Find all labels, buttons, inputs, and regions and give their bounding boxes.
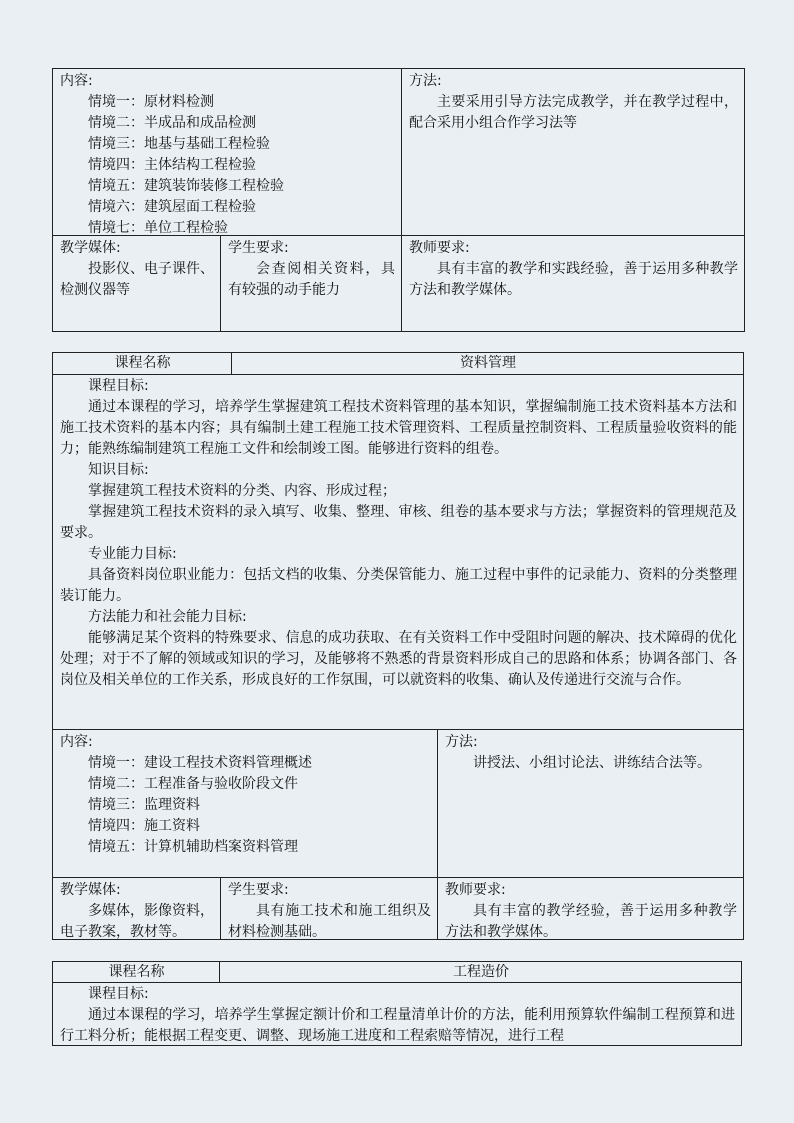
media-text: 投影仪、电子课件、检测仪器等 (60, 261, 214, 298)
teacher-text: 具有丰富的教学和实践经验，善于运用多种教学方法和教学媒体。 (409, 261, 738, 298)
teacher-text: 具有丰富的教学经验，善于运用多种教学方法和教学媒体。 (445, 903, 737, 939)
course-name-label-cell (53, 962, 220, 983)
course-name: 工程造价 (453, 964, 509, 980)
method-label: 方法: (409, 73, 442, 89)
content-cell (53, 730, 438, 878)
method-cell (438, 730, 743, 878)
course-name-cell (220, 962, 741, 983)
goal-text: 通过本课程的学习，培养学生掌握建筑工程技术资料管理的基本知识，掌握编制施工技术资料基本方法和施工技术资料的基本内容；具有编制土建工程施工技术管理资料、工程质量控制资料、工程质量验收资料的能力；能熟练编制建筑工程施工文件和绘制竣工图。能够进行资料的组卷。 (60, 399, 737, 457)
skill-label: 专业能力目标: (88, 546, 177, 562)
teacher-label: 教师要求: (409, 240, 470, 256)
scenario-item: 情境一：建设工程技术资料管理概述 (88, 755, 312, 771)
student-cell (221, 878, 438, 939)
scenario-item: 情境二：半成品和成品检测 (88, 115, 256, 131)
scenario-item: 情境一：原材料检测 (88, 94, 214, 110)
course-goals-cell (53, 375, 743, 730)
course-name-label-cell (53, 353, 232, 375)
teacher-cell (438, 878, 743, 939)
student-text: 具有施工技术和施工组织及材料检测基础。 (228, 903, 431, 939)
knowledge-item: 掌握建筑工程技术资料的录入填写、收集、整理、审核、组卷的基本要求与方法；掌握资料的管理规范及要求。 (60, 504, 737, 541)
media-label: 教学媒体: (60, 240, 121, 256)
student-label: 学生要求: (228, 882, 289, 898)
media-cell (53, 236, 221, 331)
teacher-cell (402, 236, 744, 331)
content-cell (53, 69, 402, 236)
scenario-item: 情境五：计算机辅助档案资料管理 (88, 839, 298, 855)
scenario-item: 情境四：主体结构工程检验 (88, 157, 256, 173)
scenario-item: 情境四：施工资料 (88, 818, 200, 834)
method-social-label: 方法能力和社会能力目标: (88, 609, 247, 625)
course-goals-cell (53, 983, 741, 1045)
media-cell (53, 878, 221, 939)
content-label: 内容: (60, 73, 93, 89)
student-label: 学生要求: (228, 240, 289, 256)
method-text: 主要采用引导方法完成教学，并在教学过程中，配合采用小组合作学习法等 (409, 94, 738, 131)
knowledge-item: 掌握建筑工程技术资料的分类、内容、形成过程； (88, 483, 396, 499)
course-name-label: 课程名称 (114, 355, 171, 371)
table-block-3 (52, 961, 742, 1046)
method-cell (402, 69, 744, 236)
teacher-label: 教师要求: (445, 882, 506, 898)
method-social-text: 能够满足某个资料的特殊要求、信息的成功获取、在有关资料工作中受阻时问题的解决、技术障碍的优化处理；对于不了解的领域或知识的学习，及能够将不熟悉的背景资料形成自己的思路和体系；协调各部门、各岗位及相关单位的工作关系，形成良好的工作氛围，可以就资料的收集、确认及传递进行交流与合作。 (60, 630, 737, 688)
scenario-item: 情境六：建筑屋面工程检验 (88, 199, 256, 215)
course-name-label: 课程名称 (108, 964, 165, 980)
course-name-cell (232, 353, 743, 375)
table-block-2 (52, 352, 744, 940)
method-label: 方法: (445, 734, 478, 750)
scenario-item: 情境二：工程准备与验收阶段文件 (88, 776, 298, 792)
content-label: 内容: (60, 734, 93, 750)
knowledge-label: 知识目标: (88, 462, 149, 478)
goal-label: 课程目标: (88, 986, 149, 1002)
scenario-item: 情境三：地基与基础工程检验 (88, 136, 270, 152)
table-block-1 (52, 68, 745, 332)
course-name: 资料管理 (460, 355, 516, 371)
skill-text: 具备资料岗位职业能力：包括文档的收集、分类保管能力、施工过程中事件的记录能力、资料的分类整理装订能力。 (60, 567, 737, 604)
goal-text: 通过本课程的学习，培养学生掌握定额计价和工程量清单计价的方法，能利用预算软件编制工程预算和进行工料分析；能根据工程变更、调整、现场施工进度和工程索赔等情况，进行工程 (60, 1007, 735, 1044)
student-text: 会查阅相关资料，具有较强的动手能力 (228, 261, 395, 298)
media-text: 多媒体，影像资料，电子教案，教材等。 (60, 903, 214, 939)
goal-label: 课程目标: (88, 378, 149, 394)
scenario-item: 情境五：建筑装饰装修工程检验 (88, 178, 284, 194)
student-cell (221, 236, 402, 331)
scenario-item: 情境三：监理资料 (88, 797, 200, 813)
media-label: 教学媒体: (60, 882, 121, 898)
method-text: 讲授法、小组讨论法、讲练结合法等。 (473, 755, 711, 771)
scenario-item: 情境七：单位工程检验 (88, 220, 228, 236)
